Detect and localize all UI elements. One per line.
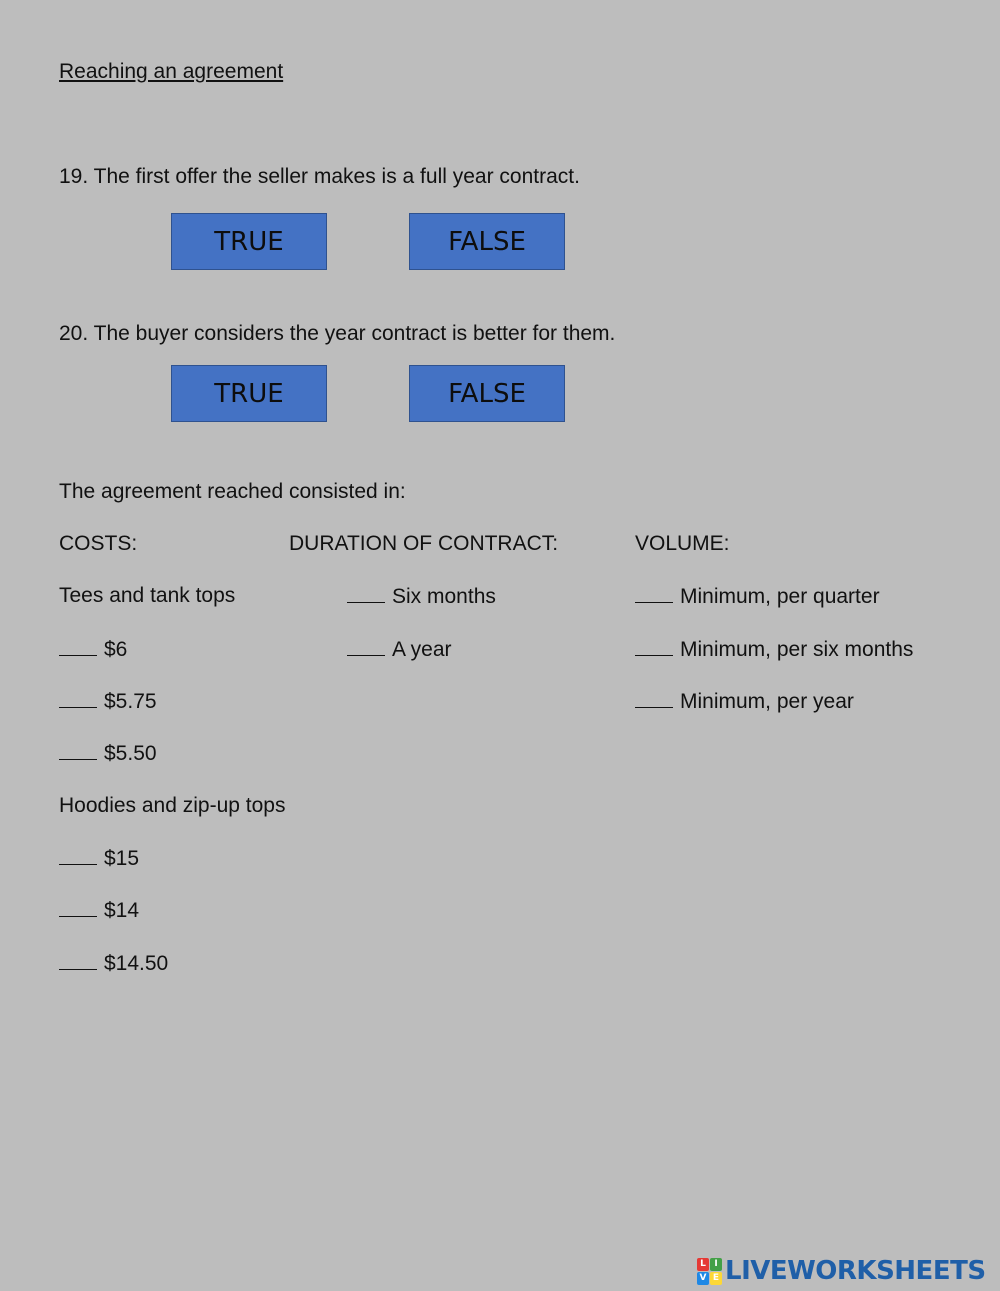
q20-false-button[interactable]: FALSE — [409, 365, 565, 422]
cost-option: $15 — [59, 846, 139, 871]
answer-blank[interactable] — [59, 951, 97, 970]
logo-mark-letter: L — [697, 1258, 709, 1271]
cost-option: $5.50 — [59, 741, 157, 766]
question-20-text: 20. The buyer considers the year contract is better for them. — [59, 322, 616, 345]
answer-blank[interactable] — [59, 846, 97, 865]
volume-option: Minimum, per quarter — [635, 584, 880, 609]
liveworksheets-logo — [697, 1256, 986, 1286]
answer-blank[interactable] — [635, 637, 673, 656]
cost-option: $14 — [59, 898, 139, 923]
answer-blank[interactable] — [59, 637, 97, 656]
logo-mark-letter: E — [710, 1272, 722, 1285]
volume-option: Minimum, per year — [635, 689, 854, 714]
answer-blank[interactable] — [59, 741, 97, 760]
q19-true-button[interactable]: TRUE — [171, 213, 327, 270]
cost-option: $6 — [59, 637, 127, 662]
costs-header: COSTS: — [59, 532, 138, 555]
cost-option: $5.75 — [59, 689, 157, 714]
logo-mark-letter: V — [697, 1272, 709, 1285]
duration-option: Six months — [347, 584, 496, 609]
costs-group-hoodies-label: Hoodies and zip-up tops — [59, 794, 286, 817]
volume-option: Minimum, per six months — [635, 637, 913, 662]
answer-blank[interactable] — [347, 637, 385, 656]
answer-blank[interactable] — [635, 689, 673, 708]
costs-group-tees-label: Tees and tank tops — [59, 584, 236, 607]
logo-mark-letter: I — [710, 1258, 722, 1271]
q20-true-button[interactable]: TRUE — [171, 365, 327, 422]
agreement-intro: The agreement reached consisted in: — [59, 480, 406, 503]
duration-header: DURATION OF CONTRACT: — [289, 532, 559, 555]
q19-false-button[interactable]: FALSE — [409, 213, 565, 270]
question-19-text: 19. The first offer the seller makes is a full year contract. — [59, 165, 580, 188]
answer-blank[interactable] — [59, 689, 97, 708]
duration-option: A year — [347, 637, 452, 662]
volume-header: VOLUME: — [635, 532, 730, 555]
answer-blank[interactable] — [59, 898, 97, 917]
logo-mark-icon — [697, 1258, 722, 1285]
logo-text: LIVEWORKSHEETS — [725, 1256, 986, 1286]
answer-blank[interactable] — [347, 584, 385, 603]
page-title: Reaching an agreement — [59, 60, 284, 83]
cost-option: $14.50 — [59, 951, 168, 976]
answer-blank[interactable] — [635, 584, 673, 603]
